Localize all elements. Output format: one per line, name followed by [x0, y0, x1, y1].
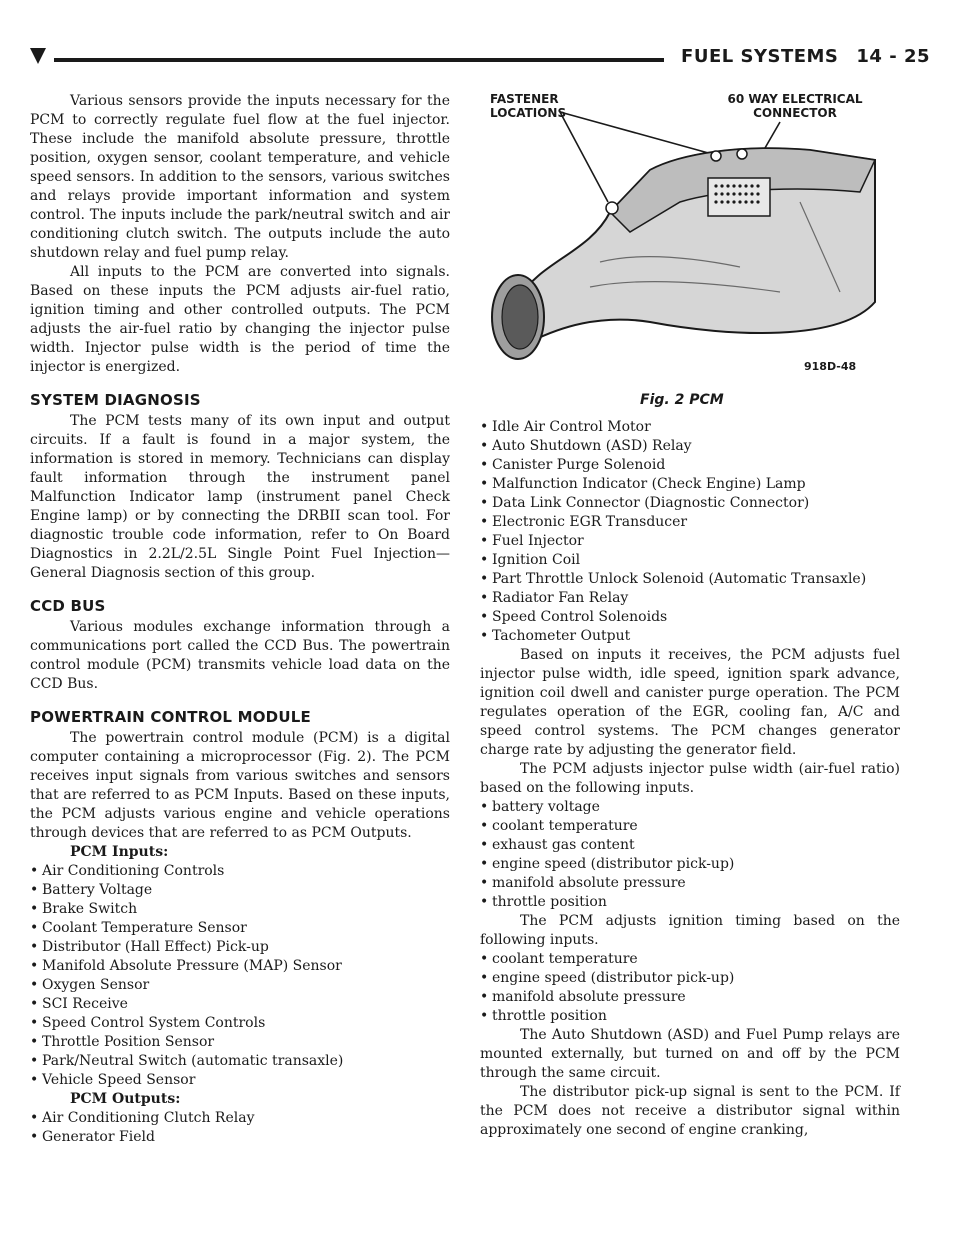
ccd-bus-heading: CCD BUS [30, 597, 106, 615]
pcm-illustration [480, 92, 900, 392]
list-item: • engine speed (distributor pick-up) [480, 970, 735, 986]
bullet-icon: • [480, 590, 489, 606]
list-item: • manifold absolute pressure [480, 875, 686, 891]
bullet-icon: • [30, 901, 39, 917]
list-item: • coolant temperature [480, 818, 638, 834]
section-marker-icon [30, 48, 46, 64]
list-item: • Throttle Position Sensor [30, 1034, 215, 1050]
pcm-adjusts-paragraph: Based on inputs it receives, the PCM adjusts fuel injector pulse width, idle speed, ignition spark advance, ignition coil dwell and canister purge operation. The PCM regulates operation of the EGR, cooling fan, A/C and speed control systems. The PCM changes generator charge rate by adjusting the generator field. [480, 647, 900, 758]
pcm-inputs-label: PCM Inputs: [70, 844, 169, 860]
system-diagnosis-heading: SYSTEM DIAGNOSIS [30, 391, 201, 409]
list-item: • Speed Control System Controls [30, 1015, 266, 1031]
pcm-paragraph: The powertrain control module (PCM) is a digital computer containing a microprocessor (Fig. 2). The PCM receives input signals from various switches and sensors that are referred to as PCM Inputs. Based on these inputs, the PCM adjusts various engine and vehicle operations through devices that are referred to as PCM Outputs. [30, 730, 450, 841]
bullet-icon: • [480, 989, 489, 1005]
list-item: • Data Link Connector (Diagnostic Connector) [480, 495, 810, 511]
bullet-icon: • [480, 875, 489, 891]
asd-relay-paragraph: The Auto Shutdown (ASD) and Fuel Pump relays are mounted externally, but turned on and off by the PCM through the same circuit. [480, 1027, 900, 1081]
list-item: • Auto Shutdown (ASD) Relay [480, 438, 692, 454]
header-title [681, 46, 930, 67]
bullet-icon: • [30, 977, 39, 993]
fastener-locations-label: FASTENER LOCATIONS [490, 92, 567, 120]
page-number: 14 - 25 [856, 46, 930, 67]
bullet-icon: • [480, 571, 489, 587]
pulse-width-inputs-list [480, 798, 900, 912]
list-item: • coolant temperature [480, 951, 638, 967]
list-item: • Brake Switch [30, 901, 138, 917]
bullet-icon: • [480, 533, 489, 549]
bullet-icon: • [480, 609, 489, 625]
bullet-icon: • [30, 1129, 39, 1145]
section-title: FUEL SYSTEMS [681, 46, 839, 67]
list-item: • Park/Neutral Switch (automatic transaxle) [30, 1053, 344, 1069]
bullet-icon: • [480, 438, 489, 454]
ccd-bus-paragraph: Various modules exchange information through a communications port called the CCD Bus. The powertrain control module (PCM) transmits vehicle load data on the CCD Bus. [30, 619, 450, 692]
header-rule [54, 58, 664, 62]
list-item: • throttle position [480, 894, 607, 910]
list-item: • exhaust gas content [480, 837, 635, 853]
bullet-icon: • [30, 1034, 39, 1050]
bullet-icon: • [30, 958, 39, 974]
bullet-icon: • [480, 495, 489, 511]
pcm-heading: POWERTRAIN CONTROL MODULE [30, 708, 311, 726]
ignition-timing-inputs-list [480, 950, 900, 1026]
right-column [480, 418, 900, 1140]
bullet-icon: • [480, 799, 489, 815]
bullet-icon: • [480, 894, 489, 910]
bullet-icon: • [480, 514, 489, 530]
pulse-width-paragraph: The PCM adjusts injector pulse width (air-fuel ratio) based on the following inputs. [480, 761, 900, 796]
list-item: • battery voltage [480, 799, 600, 815]
bullet-icon: • [480, 628, 489, 644]
intro-paragraph-2: All inputs to the PCM are converted into signals. Based on these inputs the PCM adjusts air-fuel ratio, ignition timing and other controlled outputs. The PCM adjusts the air-fuel ratio by changing the injector pulse width. Injector pulse width is the period of time the injector is energized. [30, 264, 450, 375]
bullet-icon: • [30, 1110, 39, 1126]
figure-caption: Fig. 2 PCM [640, 392, 724, 408]
bullet-icon: • [30, 882, 39, 898]
figure-id: 918D-48 [804, 360, 857, 373]
intro-paragraph-1: Various sensors provide the inputs necessary for the PCM to correctly regulate fuel flow at the fuel injector. These include the manifold absolute pressure, throttle position, oxygen sensor, coolant temperature, and vehicle speed sensors. In addition to the sensors, various switches and relays provide important information and system control. The inputs include the park/neutral switch and air conditioning clutch switch. The outputs include the auto shutdown relay and fuel pump relay. [30, 93, 450, 261]
list-item: • engine speed (distributor pick-up) [480, 856, 735, 872]
bullet-icon: • [480, 457, 489, 473]
bullet-icon: • [480, 837, 489, 853]
list-item: • throttle position [480, 1008, 607, 1024]
list-item: • Vehicle Speed Sensor [30, 1072, 196, 1088]
bullet-icon: • [30, 939, 39, 955]
page-header [30, 40, 930, 70]
list-item: • Ignition Coil [480, 552, 581, 568]
bullet-icon: • [480, 818, 489, 834]
bullet-icon: • [30, 1053, 39, 1069]
list-item: • SCI Receive [30, 996, 128, 1012]
list-item: • Distributor (Hall Effect) Pick-up [30, 939, 269, 955]
list-item: • Canister Purge Solenoid [480, 457, 666, 473]
pcm-outputs-list-left [30, 1109, 450, 1147]
list-item: • Air Conditioning Controls [30, 863, 225, 879]
bullet-icon: • [30, 996, 39, 1012]
pcm-inputs-list [30, 862, 450, 1090]
bullet-icon: • [480, 856, 489, 872]
bullet-icon: • [480, 476, 489, 492]
list-item: • Radiator Fan Relay [480, 590, 629, 606]
list-item: • Generator Field [30, 1129, 155, 1145]
list-item: • Manifold Absolute Pressure (MAP) Sensor [30, 958, 342, 974]
list-item: • manifold absolute pressure [480, 989, 686, 1005]
system-diagnosis-paragraph: The PCM tests many of its own input and output circuits. If a fault is found in a major system, the information is stored in memory. Technicians can display fault information through the instrument panel Malfunction Indicator lamp (instrument panel Check Engine lamp) or by connecting the DRBII scan tool. For diagnostic trouble code information, refer to On Board Diagnostics in 2.2L/2.5L Single Point Fuel Injection—General Diagnosis section of this group. [30, 413, 450, 581]
list-item: • Battery Voltage [30, 882, 153, 898]
bullet-icon: • [480, 951, 489, 967]
bullet-icon: • [30, 863, 39, 879]
bullet-icon: • [30, 920, 39, 936]
bullet-icon: • [480, 419, 489, 435]
list-item: • Oxygen Sensor [30, 977, 150, 993]
bullet-icon: • [30, 1015, 39, 1031]
list-item: • Part Throttle Unlock Solenoid (Automatic Transaxle) [480, 571, 867, 587]
bullet-icon: • [480, 1008, 489, 1024]
ignition-timing-paragraph: The PCM adjusts ignition timing based on the following inputs. [480, 913, 900, 948]
list-item: • Malfunction Indicator (Check Engine) Lamp [480, 476, 806, 492]
bullet-icon: • [30, 1072, 39, 1088]
list-item: • Idle Air Control Motor [480, 419, 651, 435]
list-item: • Coolant Temperature Sensor [30, 920, 247, 936]
pcm-figure [480, 92, 900, 392]
connector-label: 60 WAY ELECTRICAL CONNECTOR [727, 92, 863, 120]
pcm-outputs-list-right [480, 418, 900, 646]
distributor-paragraph: The distributor pick-up signal is sent to the PCM. If the PCM does not receive a distributor signal within approximately one second of engine cranking, [480, 1084, 900, 1138]
list-item: • Speed Control Solenoids [480, 609, 668, 625]
bullet-icon: • [480, 970, 489, 986]
list-item: • Fuel Injector [480, 533, 584, 549]
list-item: • Air Conditioning Clutch Relay [30, 1110, 255, 1126]
list-item: • Tachometer Output [480, 628, 631, 644]
list-item: • Electronic EGR Transducer [480, 514, 688, 530]
bullet-icon: • [480, 552, 489, 568]
pcm-outputs-label: PCM Outputs: [70, 1091, 181, 1107]
left-column [30, 92, 450, 1147]
